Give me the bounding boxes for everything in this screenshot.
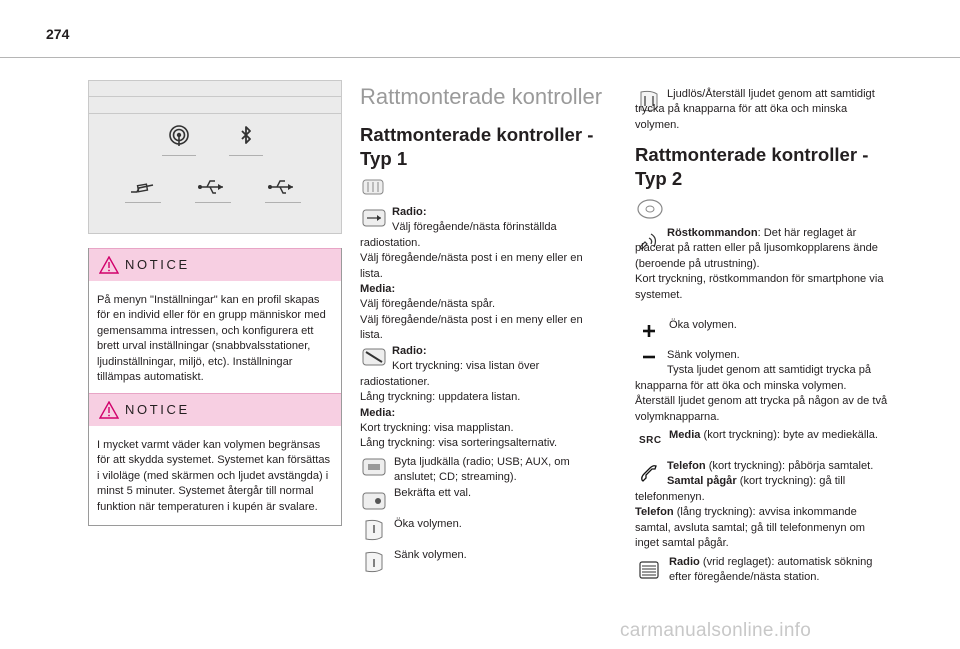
warning-icon bbox=[99, 256, 119, 274]
phone-description: (kort tryckning): påbörja samtalet. bbox=[705, 460, 874, 472]
icon-underline bbox=[162, 155, 196, 156]
panel-divider bbox=[89, 96, 341, 97]
minus-line3: Återställ ljudet genom att trycka på någon av de två volymknapparna. bbox=[635, 395, 888, 423]
voice-description-2: Kort tryckning, röstkommandon för smartphone via systemet. bbox=[635, 273, 884, 301]
voice-description: : Det här reglaget är placerat på ratten eller på ljusomkopplarens ände (beroende på utrustning). bbox=[635, 227, 878, 270]
src-icon: SRC bbox=[639, 435, 662, 446]
phone-long-label: Telefon bbox=[635, 506, 674, 519]
type1-volume-down-text: Sänk volymen. bbox=[394, 549, 467, 561]
notice-box-temperature bbox=[88, 393, 342, 526]
minus-text bbox=[635, 348, 890, 425]
notice-header bbox=[89, 248, 341, 281]
steering-controls-overview-icon bbox=[360, 178, 386, 196]
usb-icon bbox=[197, 176, 227, 198]
radio-seek-line1: Välj föregående/nästa förinställda radiostation. bbox=[360, 221, 557, 249]
radio-label: Radio: bbox=[392, 345, 427, 357]
call-label: Samtal pågår bbox=[667, 475, 737, 488]
phone-text bbox=[635, 459, 890, 551]
section-heading-type2: Rattmonterade kontroller - Typ 2 bbox=[635, 144, 869, 189]
volume-down-wheel-icon bbox=[360, 549, 388, 575]
thumbwheel-icon bbox=[637, 560, 661, 580]
type1-confirm-text: Bekräfta ett val. bbox=[394, 487, 472, 499]
section-heading-type1: Rattmonterade kontroller - Typ 1 bbox=[360, 124, 594, 169]
phone-long-description: (lång tryckning): avvisa inkommande samtal, avsluta samtal; gå till telefonmenyn om inget samtal pågår. bbox=[635, 506, 865, 550]
voice-label: Röstkommandon bbox=[667, 227, 758, 239]
minus-line2: Tysta ljudet genom att samtidigt trycka på knapparna för att öka och minska volymen. bbox=[635, 364, 872, 392]
source-button-icon bbox=[360, 456, 388, 478]
icon-underline bbox=[265, 202, 301, 203]
thumbwheel-text bbox=[669, 555, 884, 586]
plus-text: Öka volymen. bbox=[669, 319, 737, 331]
notice-title: NOTICE bbox=[125, 402, 190, 417]
radio-seek-line2: Välj föregående/nästa post i en meny eller en lista. bbox=[360, 252, 583, 280]
wireless-icon bbox=[164, 125, 194, 147]
notice-title: NOTICE bbox=[125, 257, 190, 272]
icon-underline bbox=[229, 155, 263, 156]
minus-line1: Sänk volymen. bbox=[667, 349, 740, 361]
bluetooth-icon bbox=[231, 125, 261, 147]
phone-label: Telefon bbox=[667, 460, 706, 472]
usb-icon bbox=[267, 176, 297, 198]
radio-list-line2: Lång tryckning: uppdatera listan. bbox=[360, 391, 521, 404]
media-label: Media bbox=[669, 429, 701, 441]
media-label: Media: bbox=[360, 283, 396, 296]
notice-header bbox=[89, 393, 341, 426]
media-seek-line2: Välj föregående/nästa post i en meny eller en lista. bbox=[360, 313, 583, 342]
icon-underline bbox=[195, 202, 231, 203]
media-list-line2: Lång tryckning: visa sorteringsalternativ. bbox=[360, 437, 558, 450]
cable-icon bbox=[127, 176, 157, 198]
type1-list-text bbox=[360, 344, 600, 452]
src-text bbox=[669, 428, 884, 443]
voice-command-text bbox=[635, 226, 890, 303]
type1-source-text: Byta ljudkälla (radio; USB; AUX, om anslutet; CD; streaming). bbox=[394, 456, 570, 484]
chapter-title: Rattmonterade kontroller bbox=[360, 84, 603, 109]
watermark: carmanualsonline.info bbox=[620, 620, 812, 641]
media-seek-line1: Välj föregående/nästa spår. bbox=[360, 298, 496, 311]
warning-icon bbox=[99, 401, 119, 419]
page-number: 274 bbox=[46, 26, 70, 42]
type1-volume-up-text: Öka volymen. bbox=[394, 518, 462, 530]
media-label: Media: bbox=[360, 406, 396, 419]
icon-underline bbox=[125, 202, 161, 203]
notice-text: I mycket varmt väder kan volymen begränsas för att skydda systemet. Systemet kan försättas i viloläge (med skärmen och ljudet avstängda) i minst 5 minuter. Systemet återgår till normal funktion när temperaturen i kupén är svalare. bbox=[97, 439, 331, 513]
panel-divider bbox=[89, 113, 341, 114]
connectivity-icons-panel bbox=[88, 80, 342, 234]
mute-text bbox=[635, 87, 885, 133]
plus-icon bbox=[641, 323, 657, 339]
radio-label: Radio bbox=[669, 556, 700, 568]
media-list-line1: Kort tryckning: visa mapplistan. bbox=[360, 422, 514, 435]
radio-label: Radio: bbox=[392, 206, 427, 218]
header-divider bbox=[0, 57, 960, 58]
notice-box-profiles bbox=[88, 248, 342, 396]
confirm-button-icon bbox=[360, 490, 388, 512]
mute-description: Ljudlös/Återställ ljudet genom att samtidigt trycka på knapparna för att öka och minska volymen. bbox=[635, 88, 875, 131]
radio-list-line1: Kort tryckning: visa listan över radiostationer. bbox=[360, 360, 540, 388]
steering-wheel-icon bbox=[635, 198, 665, 220]
radio-description: (vrid reglaget): automatisk sökning efter föregående/nästa station. bbox=[669, 556, 873, 584]
type1-radio-seek-text bbox=[360, 205, 600, 344]
volume-up-wheel-icon bbox=[360, 517, 388, 543]
media-description: (kort tryckning): byte av mediekälla. bbox=[700, 429, 879, 441]
call-description: (kort tryckning): gå till telefonmenyn. bbox=[635, 475, 846, 503]
notice-text: På menyn "Inställningar" kan en profil skapas för en individ eller för en grupp människor med gemensamma intressen, och konfigurera ett brett urval inställningar (snabbvalsstationer, ljudinställningar, miljö, etc). Inställningar tillämpas automatiskt. bbox=[97, 294, 326, 384]
